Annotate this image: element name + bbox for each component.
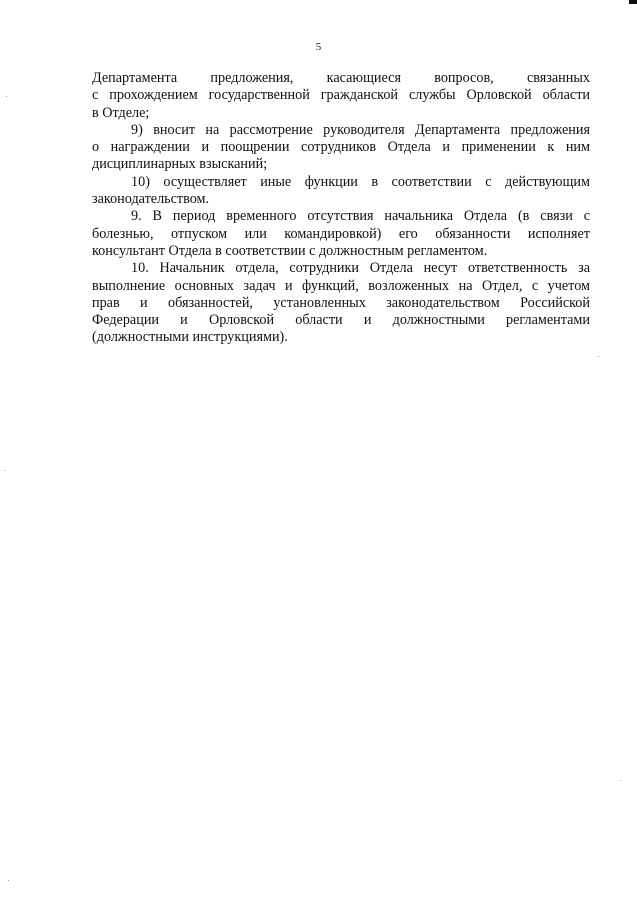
scan-speck: [6, 96, 7, 97]
paragraph-section-10: [92, 260, 590, 346]
text-line: 10. Начальник отдела, сотрудники Отдела несут ответственность за: [131, 260, 590, 277]
text-line: законодательством.: [92, 191, 210, 208]
scan-speck: [598, 356, 599, 357]
document-body: [92, 70, 590, 347]
text-line: о награждении и поощрении сотрудников Отдела и применении к ним: [92, 139, 590, 156]
scan-corner-mark: [629, 0, 637, 4]
paragraph-item-9: [92, 122, 590, 174]
scan-speck: [620, 780, 621, 781]
text-line: 9. В период временного отсутствия начальника Отдела (в связи с: [131, 208, 590, 225]
paragraph-section-9: [92, 208, 590, 260]
scan-speck: [8, 880, 9, 881]
text-line: с прохождением государственной гражданской службы Орловской области: [92, 87, 590, 104]
text-line: дисциплинарных взысканий;: [92, 156, 268, 173]
text-line: в Отделе;: [92, 104, 150, 121]
text-line: консультант Отдела в соответствии с должностным регламентом.: [92, 242, 488, 259]
text-line: (должностными инструкциями).: [92, 329, 288, 346]
text-line: 9) вносит на рассмотрение руководителя Департамента предложения: [131, 121, 590, 138]
text-line: Федерации и Орловской области и должностными регламентами: [92, 312, 590, 329]
paragraph-item-10: [92, 174, 590, 209]
text-line: прав и обязанностей, установленных законодательством Российской: [92, 294, 590, 311]
text-line: Департамента предложения, касающиеся вопросов, связанных: [92, 70, 590, 86]
text-line: болезнью, отпуском или командировкой) его обязанности исполняет: [92, 225, 590, 242]
paragraph-continuation: [92, 70, 590, 122]
text-line: 10) осуществляет иные функции в соответствии с действующим: [131, 173, 590, 190]
text-line: выполнение основных задач и функций, возложенных на Отдел, с учетом: [92, 277, 590, 294]
page-number: 5: [315, 41, 322, 53]
scan-speck: [4, 470, 5, 471]
